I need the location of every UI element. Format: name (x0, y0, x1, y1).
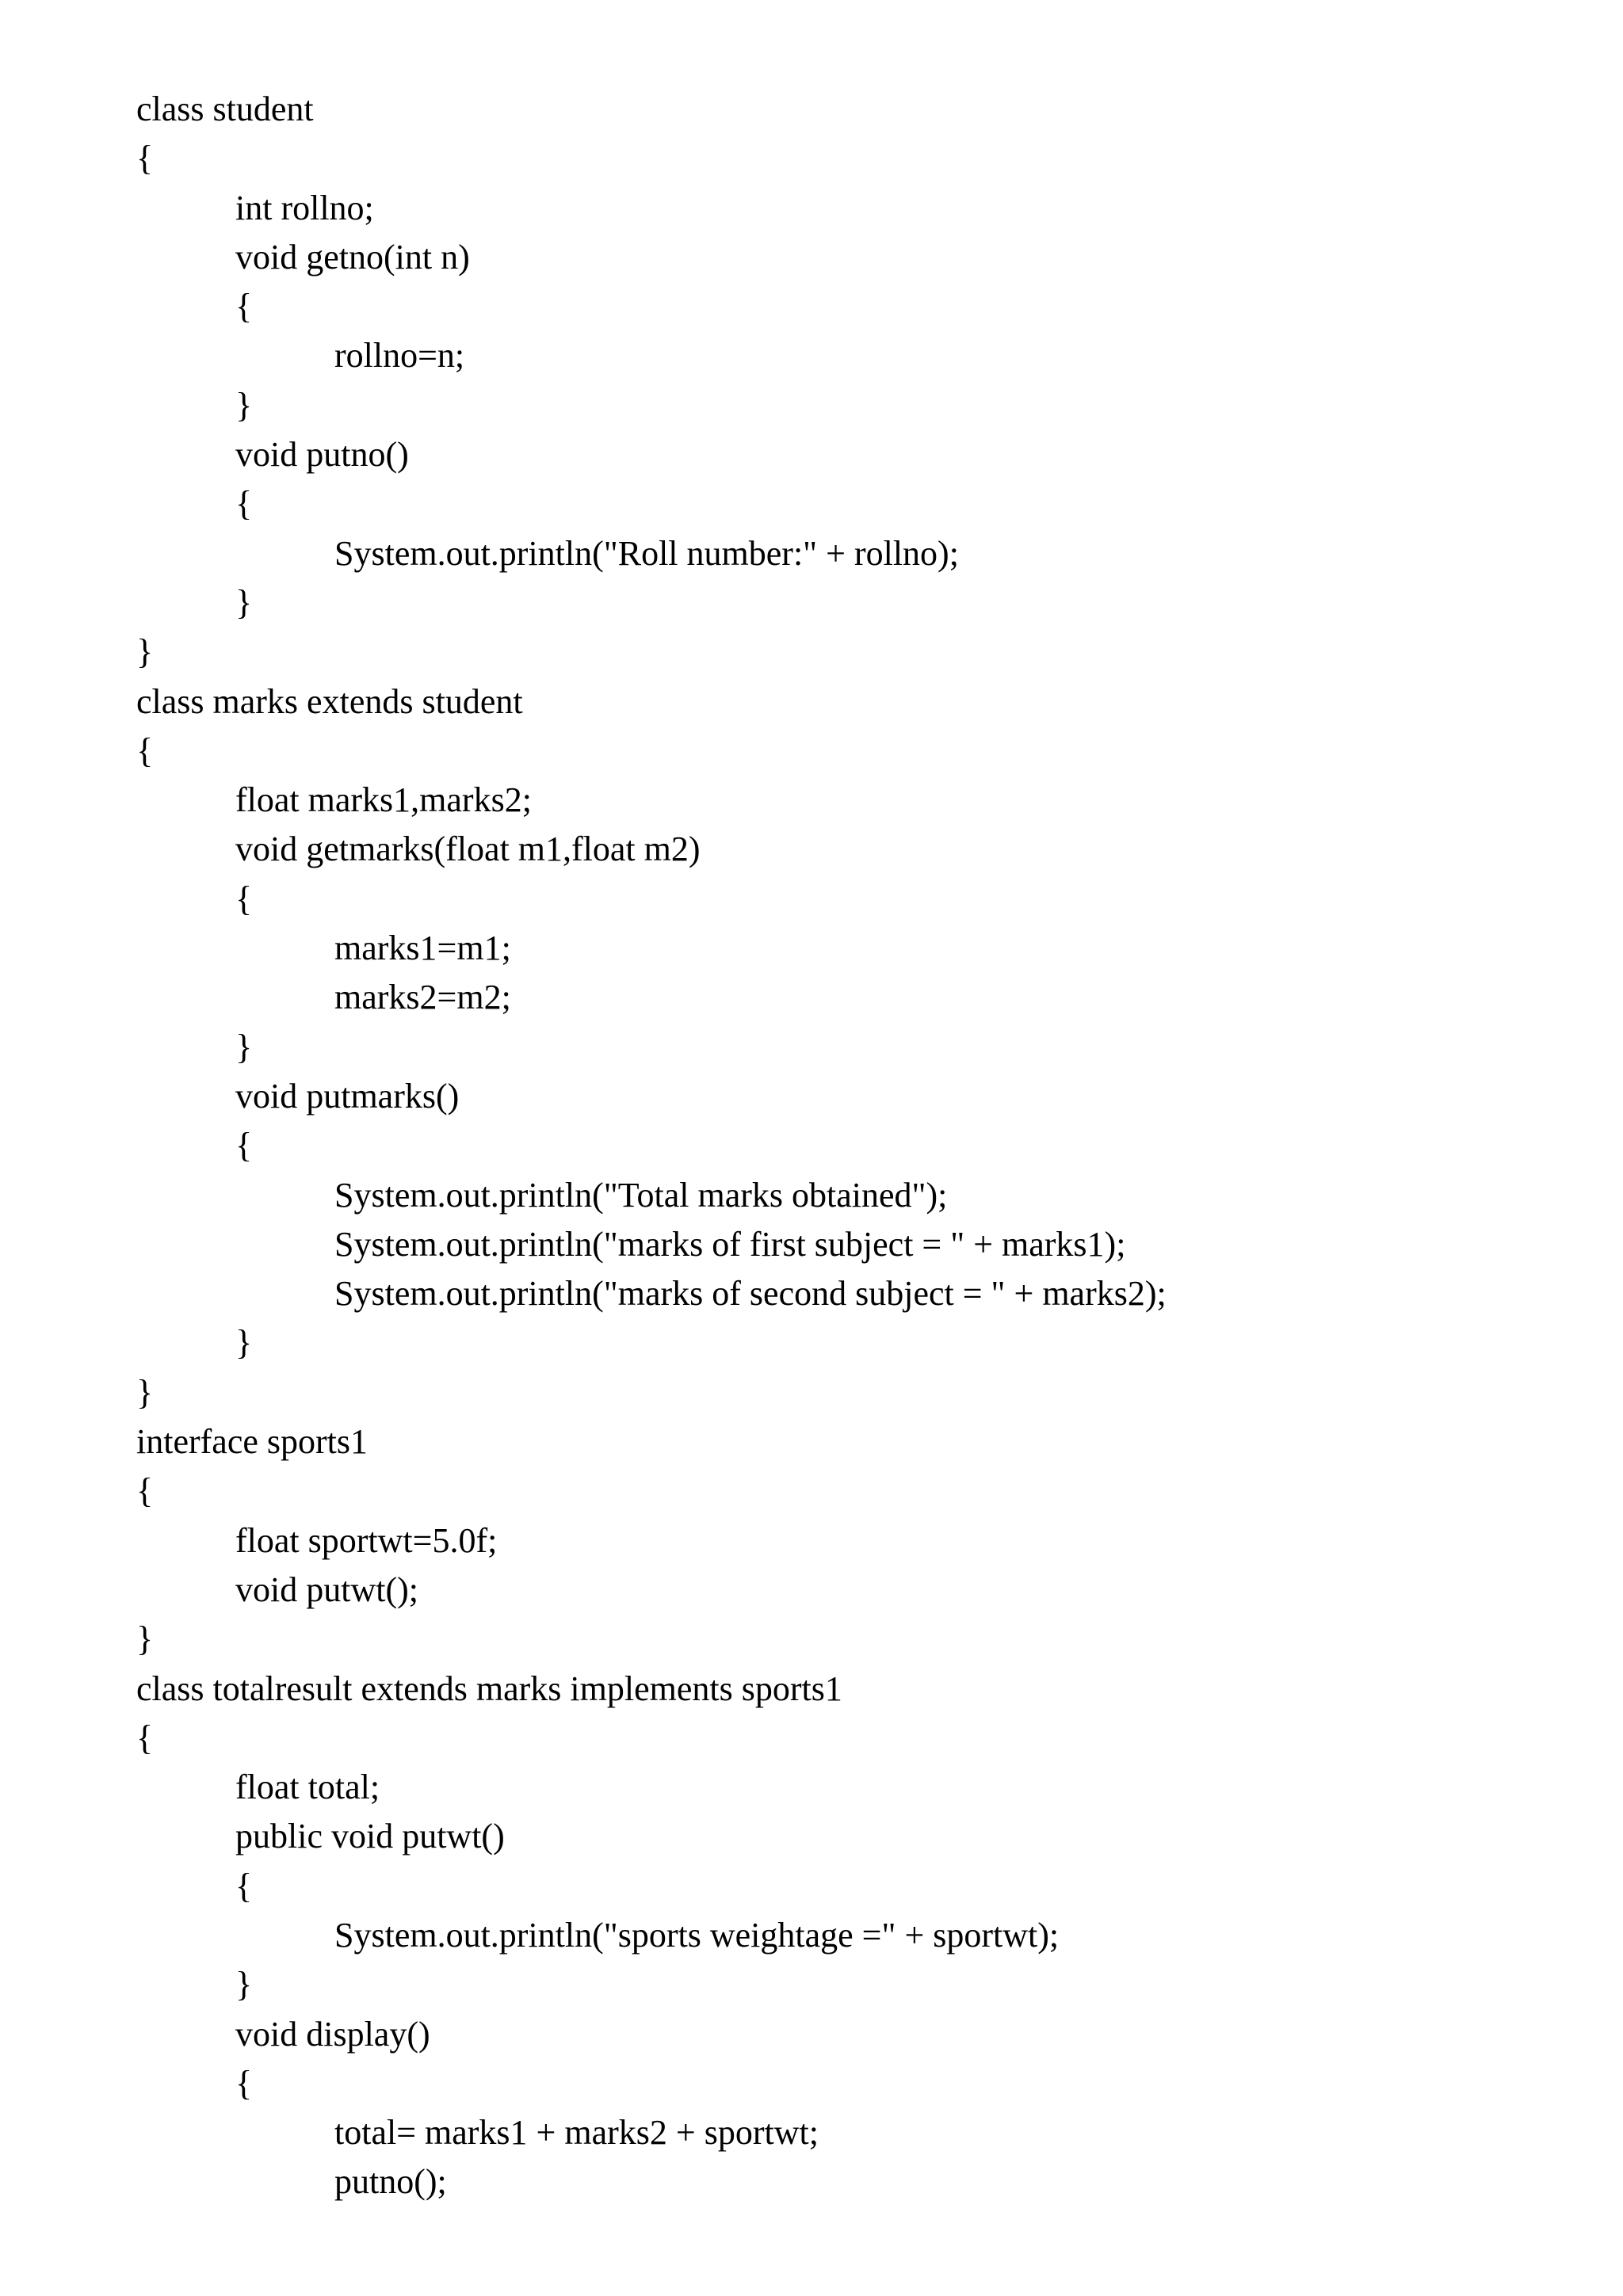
code-line: } (235, 385, 253, 425)
code-line: float total; (235, 1768, 380, 1807)
code-line: System.out.println("Total marks obtained"); (334, 1175, 948, 1215)
code-line: { (136, 1471, 154, 1511)
code-line: void putwt(); (235, 1569, 418, 1609)
code-line: { (136, 1718, 154, 1757)
code-line: float sportwt=5.0f; (235, 1520, 498, 1560)
code-line: { (235, 1126, 253, 1165)
code-line: { (235, 484, 253, 524)
code-line: interface sports1 (136, 1422, 368, 1462)
code-line: void getno(int n) (235, 237, 470, 277)
code-line: public void putwt() (235, 1817, 505, 1856)
code-line: { (136, 730, 154, 770)
code-line: { (235, 2063, 253, 2103)
code-line: } (136, 1372, 154, 1412)
code-line: marks1=m1; (334, 929, 511, 968)
code-line: System.out.println("Roll number:" + rollno); (334, 533, 959, 573)
code-line: void putno() (235, 435, 409, 475)
code-line: void putmarks() (235, 1076, 460, 1116)
code-line: void getmarks(float m1,float m2) (235, 830, 701, 869)
code-line: marks2=m2; (334, 978, 511, 1017)
code-line: System.out.println("marks of first subject = " + marks1); (334, 1224, 1126, 1264)
code-line: float marks1,marks2; (235, 780, 532, 820)
code-line: { (235, 1866, 253, 1905)
code-line: { (235, 879, 253, 918)
code-line: int rollno; (235, 188, 374, 227)
code-line: } (136, 632, 154, 672)
code-line: total= marks1 + marks2 + sportwt; (334, 2113, 819, 2153)
code-line: class marks extends student (136, 681, 523, 721)
code-line: putno(); (334, 2162, 447, 2202)
code-line: class student (136, 90, 314, 128)
code-line: void display() (235, 2014, 430, 2054)
code-listing (136, 85, 1579, 2207)
code-line: class totalresult extends marks implements sports1 (136, 1669, 842, 1708)
code-line: System.out.println("sports weightage =" + sportwt); (334, 1915, 1060, 1955)
code-line: } (136, 1619, 154, 1659)
code-line: rollno=n; (334, 336, 465, 376)
code-line: } (235, 582, 253, 622)
code-line: } (235, 1027, 253, 1066)
code-line: } (235, 1965, 253, 2004)
code-line: System.out.println("marks of second subject = " + marks2); (334, 1274, 1167, 1314)
code-line: { (136, 139, 154, 178)
code-line: } (235, 1323, 253, 1363)
code-line: { (235, 287, 253, 326)
